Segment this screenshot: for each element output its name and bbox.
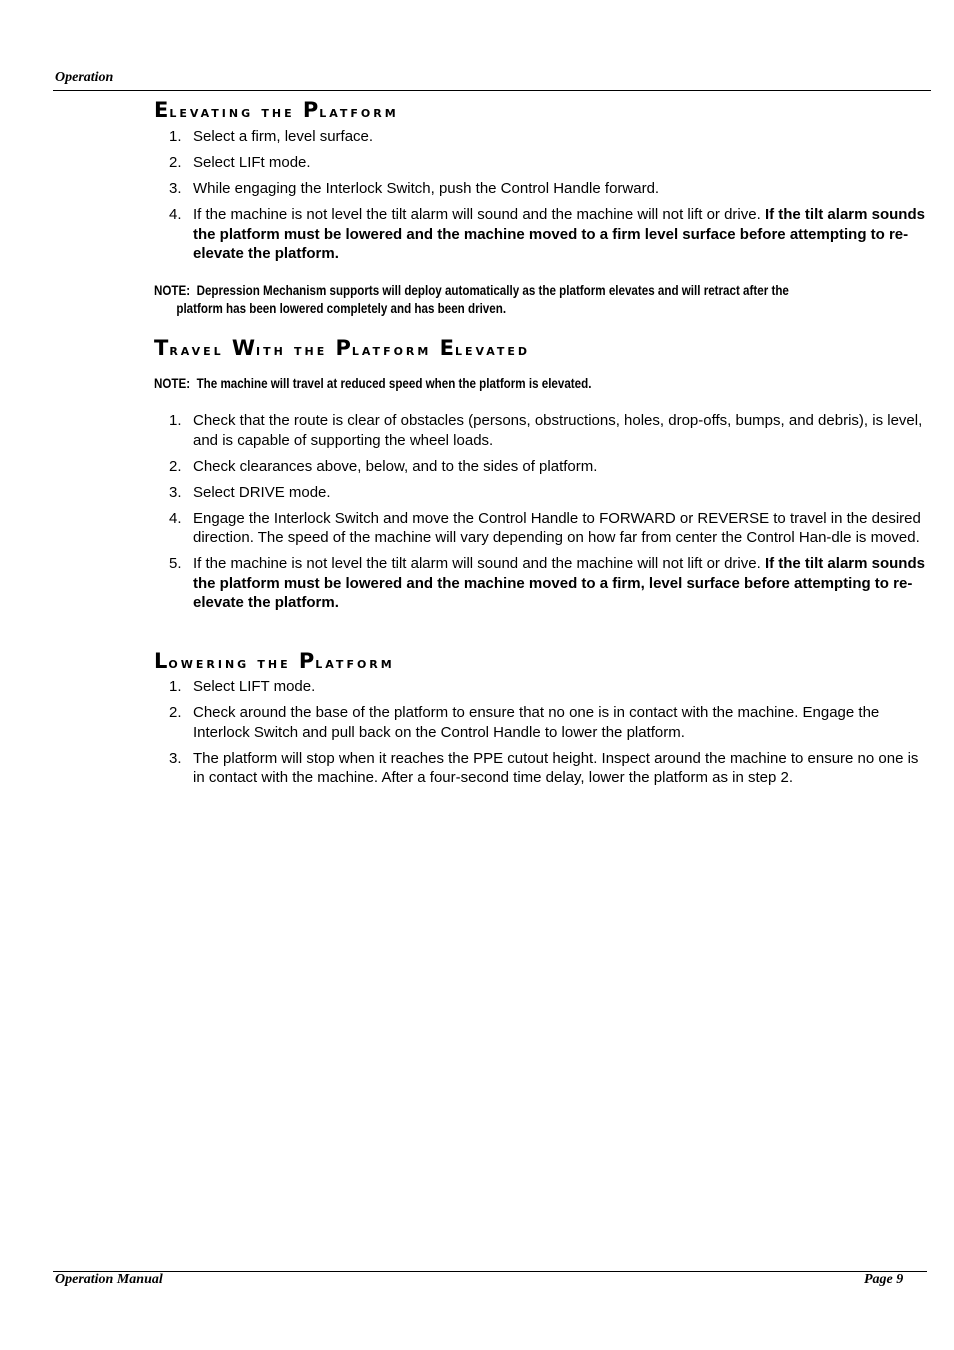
list-item: 3. Select DRIVE mode. xyxy=(169,483,331,501)
list-item: 2. Select LIFt mode. xyxy=(169,154,311,171)
page-number: Page 9 xyxy=(864,1272,904,1287)
list-item: 2. Check clearances above, below, and to the sides of platform. xyxy=(169,457,598,475)
footer-manual-title: Operation Manual xyxy=(55,1272,163,1287)
list-item: 1. Select LIFT mode. xyxy=(169,678,316,695)
note-reduced-speed: NOTE: The machine will travel at reduced speed when the platform is elevated. xyxy=(154,376,592,391)
header-rule xyxy=(53,90,931,91)
list-item: 2. Check around the base of the platform to ensure that no one is in contact with the machine. Engage the Interlock Switch and pull back on the Control Handle to lower the platform. xyxy=(169,704,880,741)
running-header: Operation xyxy=(55,70,114,85)
section-title-elevating: Elevating the Platform xyxy=(154,98,399,122)
travel-steps xyxy=(154,411,930,619)
section-title-lowering: Lowering the Platform xyxy=(154,649,395,673)
footer-rule xyxy=(53,1271,927,1272)
elevating-steps xyxy=(154,127,930,270)
list-item: 5. If the machine is not level the tilt alarm will sound and the machine will not lift or drive. If the tilt alarm sounds the platform must be lowered and the machine moved to a firm, level surface before attempting to re-elevate the platform. xyxy=(169,555,925,611)
note-depression-mechanism: NOTE: Depression Mechanism supports will deploy automatically as the platform elevates and will retract after the platform has been lowered completely and has been driven. xyxy=(154,283,789,316)
list-item: 3. While engaging the Interlock Switch, push the Control Handle forward. xyxy=(169,180,660,197)
list-item: 4. Engage the Interlock Switch and move the Control Handle to FORWARD or REVERSE to travel in the desired direction. The speed of the machine will vary depending on how far from center the Control Han-dle is moved. xyxy=(169,509,921,546)
list-item: 3. The platform will stop when it reaches the PPE cutout height. Inspect around the machine to ensure no one is in contact with the machine. After a four-second time delay, lower the platform as in step 2. xyxy=(169,749,919,786)
list-item: 4. If the machine is not level the tilt alarm will sound and the machine will not lift or drive. If the tilt alarm sounds the platform must be lowered and the machine moved to a firm level surface before attempting to re-elevate the platform. xyxy=(169,206,925,262)
lowering-steps xyxy=(154,677,930,794)
list-item: 1. Check that the route is clear of obstacles (persons, obstructions, holes, drop-offs, bumps, and debris), is level, and is capable of supporting the wheel loads. xyxy=(169,412,923,449)
section-title-travel: Travel With the Platform Elevated xyxy=(154,336,531,360)
list-item: 1. Select a firm, level surface. xyxy=(169,128,374,145)
